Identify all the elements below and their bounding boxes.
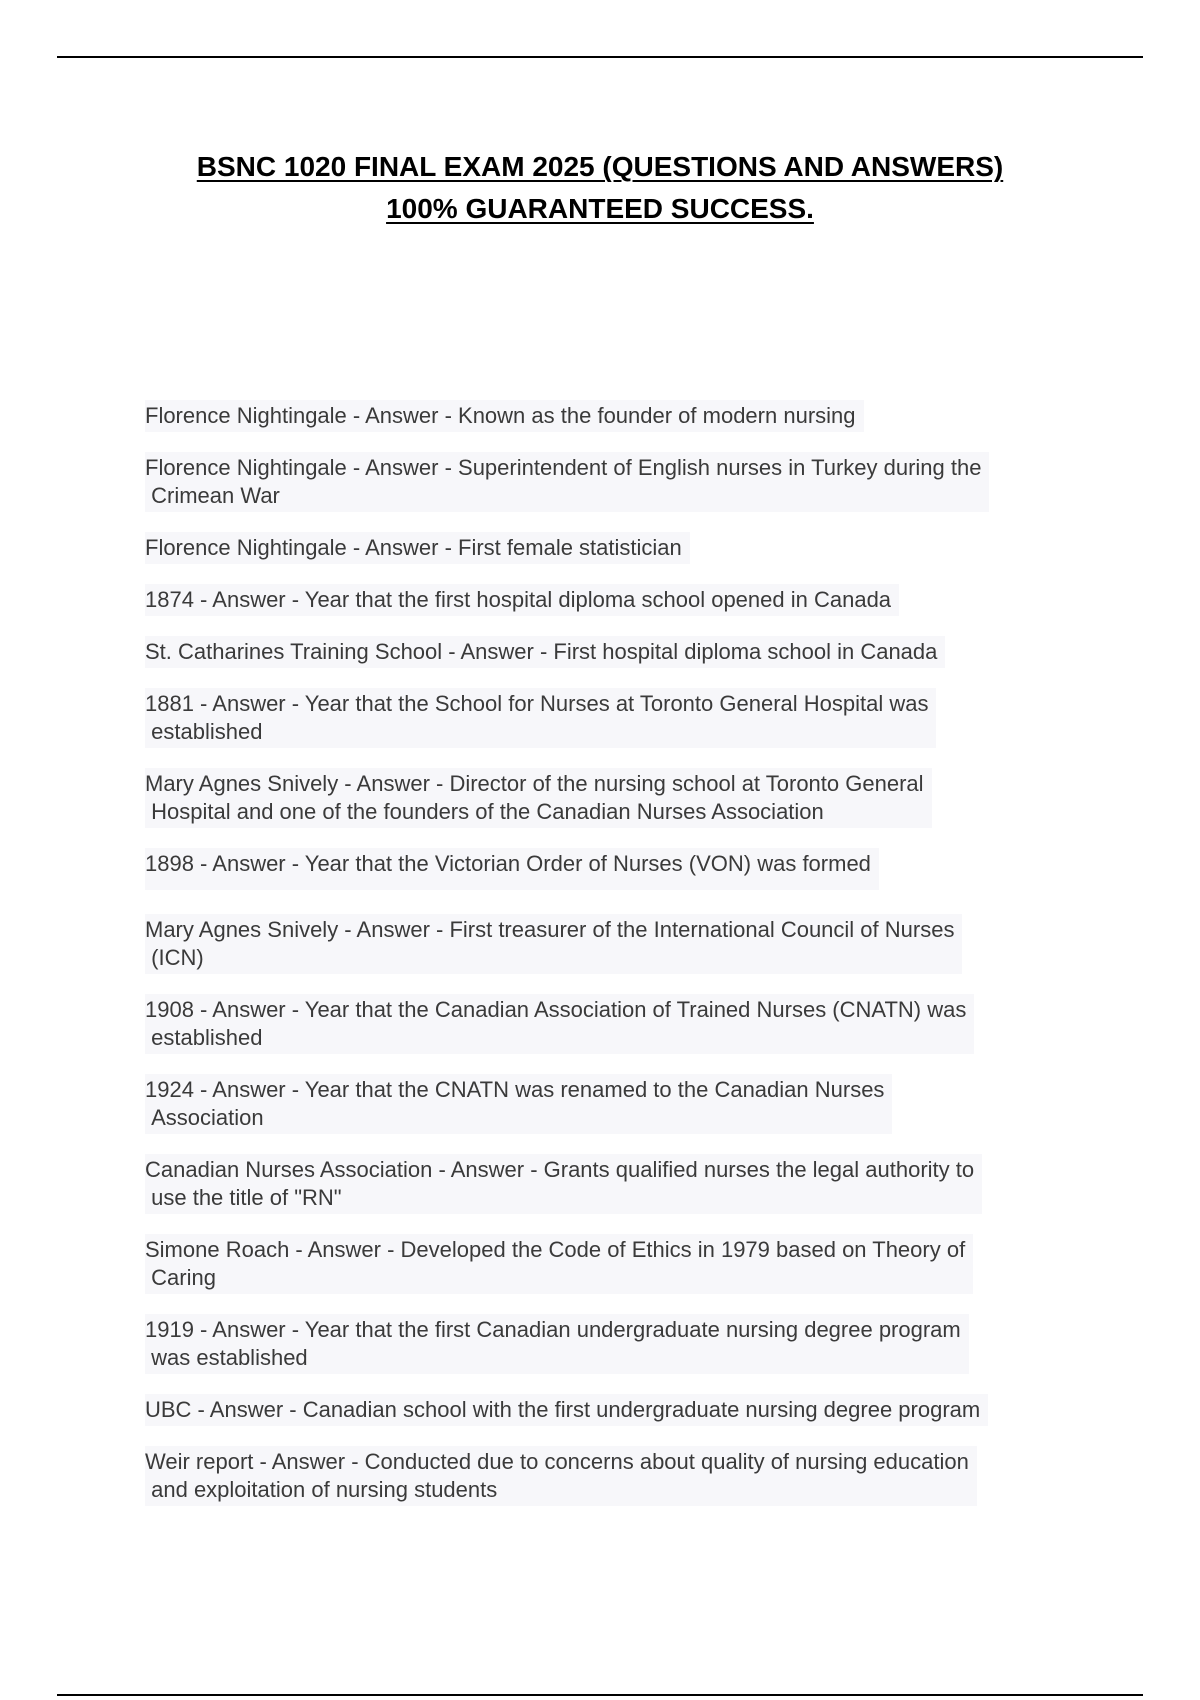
qa-item: Canadian Nurses Association - Answer - Grants qualified nurses the legal authority to use the title of "RN"	[145, 1154, 982, 1214]
page-title	[0, 146, 1200, 230]
qa-item: Florence Nightingale - Answer - Superintendent of English nurses in Turkey during the Crimean War	[145, 452, 989, 512]
title-line-1: BSNC 1020 FINAL EXAM 2025 (QUESTIONS AND ANSWERS)	[196, 151, 1004, 182]
qa-list	[145, 400, 1075, 1506]
qa-row	[145, 636, 1075, 668]
qa-row	[145, 1234, 1075, 1294]
qa-row	[145, 768, 1075, 828]
qa-row	[145, 532, 1075, 564]
qa-item: 1898 - Answer - Year that the Victorian Order of Nurses (VON) was formed	[145, 848, 879, 890]
qa-item: Mary Agnes Snively - Answer - First treasurer of the International Council of Nurses (ICN)	[145, 914, 962, 974]
qa-item: Weir report - Answer - Conducted due to concerns about quality of nursing education and exploitation of nursing students	[145, 1446, 977, 1506]
qa-row	[145, 848, 1075, 890]
top-rule	[57, 56, 1143, 58]
qa-row	[145, 1314, 1075, 1374]
qa-row	[145, 1446, 1075, 1506]
qa-item: Mary Agnes Snively - Answer - Director of the nursing school at Toronto General Hospital and one of the founders of the Canadian Nurses Association	[145, 768, 932, 828]
qa-item: Florence Nightingale - Answer - Known as the founder of modern nursing	[145, 400, 864, 432]
qa-row	[145, 452, 1075, 512]
qa-row	[145, 400, 1075, 432]
qa-row	[145, 1394, 1075, 1426]
qa-row	[145, 914, 1075, 974]
qa-item: 1919 - Answer - Year that the first Canadian undergraduate nursing degree program was established	[145, 1314, 969, 1374]
title-line-2: 100% GUARANTEED SUCCESS.	[386, 193, 814, 224]
qa-row	[145, 688, 1075, 748]
qa-row	[145, 994, 1075, 1054]
bottom-rule	[57, 1694, 1143, 1696]
qa-row	[145, 584, 1075, 616]
qa-item: Simone Roach - Answer - Developed the Code of Ethics in 1979 based on Theory of Caring	[145, 1234, 973, 1294]
qa-item: UBC - Answer - Canadian school with the first undergraduate nursing degree program	[145, 1394, 988, 1426]
qa-item: 1924 - Answer - Year that the CNATN was renamed to the Canadian Nurses Association	[145, 1074, 892, 1134]
qa-item: 1881 - Answer - Year that the School for Nurses at Toronto General Hospital was established	[145, 688, 936, 748]
qa-row	[145, 1074, 1075, 1134]
qa-item: St. Catharines Training School - Answer - First hospital diploma school in Canada	[145, 636, 945, 668]
qa-item: Florence Nightingale - Answer - First female statistician	[145, 532, 690, 564]
qa-item: 1874 - Answer - Year that the first hospital diploma school opened in Canada	[145, 584, 899, 616]
qa-item: 1908 - Answer - Year that the Canadian Association of Trained Nurses (CNATN) was established	[145, 994, 974, 1054]
qa-row	[145, 1154, 1075, 1214]
